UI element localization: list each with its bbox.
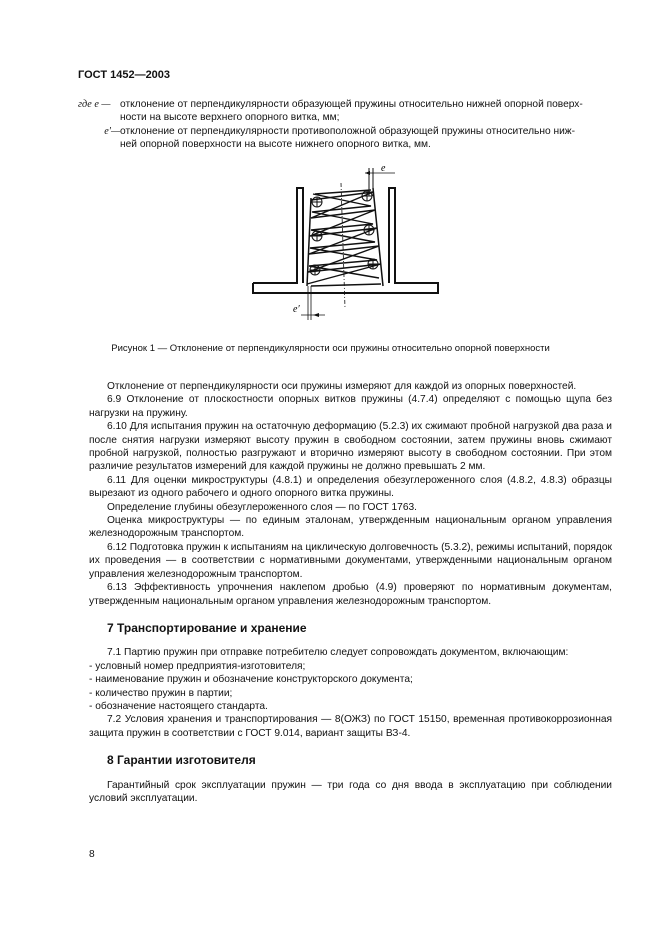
paragraph: 6.9 Отклонение от плоскостности опорных витков пружины (4.7.4) определяют с помощью щупа без нагрузки на пружину. bbox=[89, 394, 612, 419]
paragraph: 6.13 Эффективность упрочнения наклепом дробью (4.9) проверяют по нормативным документам, утвержденным национальным органом управления железнодорожным транспортом. bbox=[89, 582, 612, 607]
definition-e-prime bbox=[78, 125, 598, 152]
definition-e-term: где e — bbox=[78, 99, 111, 110]
list-item: - наименование пружин и обозначение конструкторского документа; bbox=[89, 674, 413, 686]
body-text bbox=[89, 380, 612, 805]
figure-spring-diagram bbox=[245, 158, 445, 323]
paragraph: Оценка микроструктуры — по единым эталонам, утвержденным национальным органом управления железнодорожным транспортом. bbox=[89, 515, 612, 540]
definition-e-prime-text-1: отклонение от перпендикулярности противоположной образующей пружины относительно ниж- bbox=[120, 126, 576, 137]
section-8-title: 8 Гарантии изготовителя bbox=[107, 753, 256, 768]
section-7-paragraph-7-2: 7.2 Условия хранения и транспортирования — 8(ОЖЗ) по ГОСТ 15150, временная противокоррозионная защита пружин в соответствии с ГОСТ 9.014, вариант защиты ВЗ-4. bbox=[89, 714, 612, 739]
base-plate-left bbox=[253, 188, 303, 283]
section-7-title: 7 Транспортирование и хранение bbox=[107, 620, 307, 635]
figure-label-e: e bbox=[381, 163, 386, 174]
figure-label-e-prime: e′ bbox=[293, 304, 300, 315]
section-7-intro: 7.1 Партию пружин при отправке потребителю следует сопровождать документом, включающим: bbox=[107, 647, 569, 659]
page-header: ГОСТ 1452—2003 bbox=[78, 69, 171, 81]
paragraph: 6.11 Для оценки микроструктуры (4.8.1) и определения обезуглероженного слоя (4.8.2, 4.8.3) образцы вырезают из одного рабочего и одного опорного витка пружины. bbox=[89, 474, 612, 500]
definition-e-text-2: ности на высоте верхнего опорного витка, мм; bbox=[120, 112, 340, 124]
paragraph: Определение глубины обезуглероженного слоя — по ГОСТ 1763. bbox=[107, 501, 418, 513]
list-item: - обозначение настоящего стандарта. bbox=[89, 700, 268, 712]
list-item: - условный номер предприятия-изготовителя; bbox=[89, 660, 306, 672]
spring-coils bbox=[307, 190, 381, 286]
definition-e-text-1: отклонение от перпендикулярности образующей пружины относительно нижней опорной поверх- bbox=[120, 99, 583, 110]
list-item: - количество пружин в партии; bbox=[89, 687, 233, 699]
page-number: 8 bbox=[89, 849, 95, 860]
definition-e-prime-text-2: ней опорной поверхности на высоте нижнего опорного витка, мм. bbox=[120, 139, 431, 151]
definition-e-prime-term: e′— bbox=[104, 126, 120, 137]
definition-e bbox=[78, 98, 598, 125]
section-8-paragraph: Гарантийный срок эксплуатации пружин — три года со дня ввода в эксплуатацию при соблюдении условий эксплуатации. bbox=[89, 779, 612, 804]
paragraph: 6.12 Подготовка пружин к испытаниям на циклическую долговечность (5.3.2), режимы испытаний, порядок их проведения — в соответствии с нормативными документами, утвержденными национальным органом управления железнодорожным транспортом. bbox=[89, 541, 612, 580]
paragraph: Отклонение от перпендикулярности оси пружины измеряют для каждой из опорных поверхностей. bbox=[107, 381, 577, 392]
paragraph: 6.10 Для испытания пружин на остаточную деформацию (5.2.3) их сжимают пробной нагрузкой два раза и после снятия нагрузки измеряют высоту пружин в свободном состоянии, затем пружины вновь сжимают пробной нагрузкой, полностью разгружают и вторично измеряют высоту в свободном состоянии. При этом различие результатов измерений для каждой пружины не должно превышать 2 мм. bbox=[89, 421, 612, 473]
figure-caption: Рисунок 1 — Отклонение от перпендикулярности оси пружины относительно опорной поверхности bbox=[111, 343, 550, 354]
